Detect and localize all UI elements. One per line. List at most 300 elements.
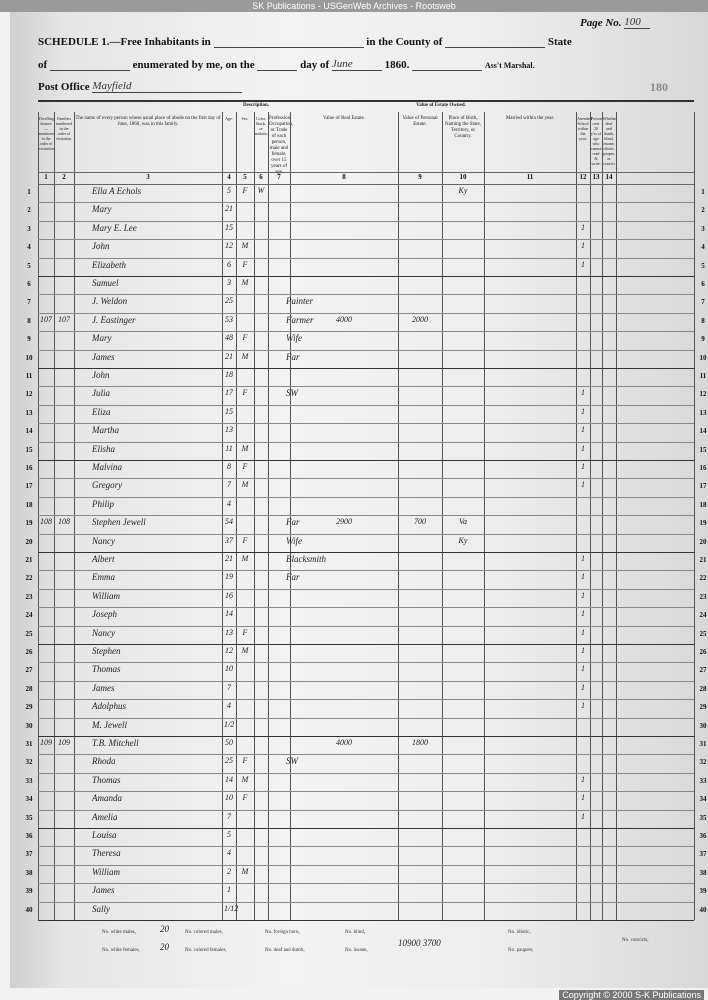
row-rule: [38, 423, 694, 424]
row-rule: [38, 810, 694, 811]
cell-name: Sally: [92, 903, 110, 914]
cell-age: 2: [227, 866, 231, 876]
cell-school: 1: [581, 259, 585, 269]
cell-age: 12: [225, 241, 233, 251]
column-header-10: Place of Birth, Naming the State, Territory, or Country.: [445, 116, 481, 139]
stamp-number: 180: [650, 80, 668, 94]
cell-sex: M: [241, 443, 249, 453]
row-number: 34: [699, 795, 707, 804]
row-number: 29: [699, 703, 707, 712]
cell-school: 1: [581, 646, 585, 655]
row-number: 30: [699, 721, 707, 730]
cell-age: 7: [227, 811, 231, 821]
column-number-4: 4: [227, 173, 231, 181]
column-number-1: 1: [44, 173, 48, 181]
cell-age: 4: [227, 498, 231, 508]
cell-name: Malvina: [92, 462, 122, 472]
row-number: 31: [25, 740, 33, 748]
cell-age: 15: [225, 406, 233, 416]
row-number: 20: [699, 537, 707, 546]
row-rule: [38, 221, 694, 222]
row-number: 16: [699, 464, 707, 472]
cell-sex: M: [241, 646, 249, 655]
row-number: 27: [25, 666, 33, 675]
marshal-blank: [412, 70, 482, 71]
row-rule: [38, 699, 694, 700]
row-rule: [38, 276, 694, 277]
row-number: 8: [27, 316, 31, 325]
column-number-14: 14: [605, 173, 613, 181]
row-number: 39: [25, 887, 33, 896]
cell-pe: 2000: [412, 314, 428, 324]
cell-age: 50: [225, 738, 233, 747]
cell-name: Philip: [92, 498, 114, 509]
cell-school: 1: [581, 572, 585, 582]
row-rule: [38, 846, 694, 847]
deaf-dumb-label: No. deaf and dumb,: [265, 948, 305, 953]
cell-age: 4: [227, 848, 231, 858]
column-header-8: Value of Real Estate.: [323, 116, 365, 121]
row-number: 22: [699, 574, 707, 583]
cell-color: W: [257, 186, 265, 195]
marshal-label: Ass't Marshal.: [484, 61, 535, 70]
row-rule: [38, 442, 694, 443]
cell-name: Theresa: [92, 848, 121, 859]
cell-name: Samuel: [92, 278, 119, 288]
row-rule: [38, 552, 694, 553]
row-rule: [38, 368, 694, 369]
cell-age: 7: [227, 480, 231, 490]
cell-age: 14: [225, 609, 233, 619]
cell-school: 1: [581, 241, 585, 251]
enumerated-label: enumerated by me, on the: [132, 59, 255, 71]
day-label: day of: [300, 59, 330, 71]
row-rule: [38, 534, 694, 535]
row-rule: [38, 460, 694, 461]
cell-name: James: [92, 682, 115, 693]
row-rule: [38, 331, 694, 332]
row-number: 26: [25, 648, 33, 656]
row-rule: [38, 294, 694, 295]
cell-name: Adolphus: [92, 701, 127, 712]
cell-school: 1: [581, 793, 585, 803]
cell-school: 1: [581, 664, 585, 674]
cell-name: Joseph: [92, 609, 117, 620]
cell-school: 1: [581, 388, 585, 398]
white-males-count: 20: [160, 924, 169, 934]
cell-name: Stephen Jewell: [92, 517, 146, 528]
cell-pe: 1800: [412, 738, 428, 747]
cell-age: 21: [225, 554, 233, 563]
year-label: 1860.: [384, 59, 410, 71]
row-number: 4: [27, 243, 31, 252]
column-rule: [694, 112, 695, 920]
cell-age: 15: [225, 222, 233, 232]
cell-name: J. Weldon: [92, 296, 128, 307]
cell-birth: Ky: [458, 535, 468, 545]
table-top-border: [38, 100, 694, 102]
cell-age: 13: [225, 627, 233, 637]
cell-fam: 107: [58, 314, 70, 324]
row-rule: [38, 313, 694, 314]
cell-name: Rhoda: [92, 756, 116, 767]
cell-re: 2900: [336, 517, 352, 527]
row-rule: [38, 570, 694, 571]
row-number: 1: [701, 188, 705, 196]
column-header-4: Age.: [225, 116, 233, 121]
row-number: 17: [25, 482, 33, 491]
cell-school: 1: [581, 682, 585, 692]
copyright-notice: Copyright © 2000 S-K Publications: [559, 990, 704, 1000]
row-number: 35: [25, 813, 33, 822]
cell-occ: Farmer: [286, 314, 314, 325]
day-blank: [257, 70, 297, 71]
row-rule: [38, 386, 694, 387]
column-number-7: 7: [277, 173, 281, 181]
cell-age: 1/12: [224, 903, 239, 913]
row-number: 19: [699, 519, 707, 528]
cell-age: 1: [227, 885, 231, 895]
cell-name: Louisa: [92, 830, 117, 840]
row-rule: [38, 258, 694, 259]
convicts-label: No. convicts,: [622, 938, 649, 943]
row-number: 6: [27, 280, 31, 288]
row-number: 36: [699, 832, 707, 840]
cell-sex: M: [241, 774, 249, 784]
cell-name: Nancy: [92, 627, 115, 638]
column-header-11: Married within the year.: [505, 116, 555, 121]
cell-sex: F: [242, 333, 248, 343]
cell-age: 17: [225, 388, 233, 398]
cell-age: 5: [227, 186, 231, 195]
cell-pe: 700: [414, 517, 426, 527]
census-sheet: [10, 12, 708, 988]
row-number: 32: [699, 758, 707, 767]
paupers-label: No. paupers,: [508, 948, 534, 953]
state-label: State: [547, 36, 572, 48]
colored-males-label: No. colored males,: [185, 930, 223, 935]
cell-age: 5: [227, 830, 231, 839]
cell-name: Amanda: [92, 793, 122, 804]
row-number: 2: [701, 206, 705, 215]
row-number: 40: [25, 905, 33, 914]
row-number: 1: [27, 188, 31, 196]
cell-re: 4000: [336, 314, 352, 324]
column-header-5: Sex.: [241, 116, 249, 121]
row-rule: [38, 644, 694, 645]
cell-re: 4000: [336, 738, 352, 747]
cell-age: 16: [225, 590, 233, 600]
cell-dw: 109: [40, 738, 52, 747]
row-number: 33: [699, 776, 707, 785]
column-number-5: 5: [243, 173, 247, 181]
cell-sex: F: [242, 756, 248, 766]
township-blank: [214, 47, 364, 48]
row-number: 13: [699, 408, 707, 417]
row-number: 25: [699, 629, 707, 638]
row-rule: [38, 681, 694, 682]
cell-sex: M: [241, 866, 249, 876]
cell-sex: F: [242, 462, 248, 471]
row-number: 39: [699, 887, 707, 896]
cell-sex: M: [241, 480, 249, 490]
row-number: 10: [699, 353, 707, 362]
row-number: 29: [25, 703, 33, 712]
cell-name: Ella A Echols: [92, 186, 142, 196]
cell-sex: F: [242, 535, 248, 545]
cell-school: 1: [581, 701, 585, 711]
cell-age: 25: [225, 756, 233, 766]
cell-age: 18: [225, 370, 233, 379]
row-number: 23: [25, 592, 33, 601]
cell-age: 13: [225, 425, 233, 435]
cell-name: Amelia: [92, 811, 118, 822]
column-header-14: Whether deaf and dumb, blind, insane, idiotic, pauper, or convict.: [603, 116, 617, 166]
row-number: 12: [25, 390, 33, 399]
row-number: 24: [699, 611, 707, 620]
row-number: 28: [25, 684, 33, 693]
row-number: 3: [701, 224, 705, 233]
column-header-9: Value of Personal Estate.: [402, 116, 438, 127]
row-number: 14: [25, 427, 33, 436]
cell-name: Martha: [92, 425, 119, 436]
row-number: 16: [25, 464, 33, 472]
cell-school: 1: [581, 554, 585, 563]
row-number: 25: [25, 629, 33, 638]
header-rule: [38, 172, 694, 173]
insane-label: No. insane,: [345, 948, 368, 953]
cell-age: 7: [227, 682, 231, 692]
column-header-7: Profession, Occupation, or Trade of each person, male and female, over 15 years of age.: [269, 116, 294, 175]
row-number: 4: [701, 243, 705, 252]
row-number: 37: [699, 850, 707, 859]
cell-name: Thomas: [92, 664, 121, 675]
row-number: 18: [25, 500, 33, 509]
cell-name: Nancy: [92, 535, 115, 546]
cell-age: 11: [225, 443, 233, 453]
row-number: 34: [25, 795, 33, 804]
row-rule: [38, 902, 694, 903]
cell-name: Elisha: [92, 443, 116, 454]
column-number-2: 2: [62, 173, 66, 181]
row-number: 15: [699, 445, 707, 454]
post-office-label: Post Office: [38, 81, 90, 93]
cell-name: Julia: [92, 388, 110, 399]
cell-school: 1: [581, 774, 585, 784]
foreign-born-label: No. foreign born,: [265, 930, 300, 935]
cell-name: Emma: [92, 572, 115, 583]
cell-sex: F: [242, 627, 248, 637]
cell-occ: Far: [286, 351, 300, 362]
column-header-3: The name of every person whose usual place of abode on the first day of June, 1860, was in this family.: [75, 116, 221, 127]
row-number: 30: [25, 721, 33, 730]
cell-dw: 107: [40, 314, 52, 324]
row-rule: [38, 773, 694, 774]
row-number: 20: [25, 537, 33, 546]
cell-age: 8: [227, 462, 231, 471]
column-header-6: Color, black, or mulatto.: [255, 116, 269, 136]
row-number: 15: [25, 445, 33, 454]
cell-age: 6: [227, 259, 231, 269]
row-number: 27: [699, 666, 707, 675]
row-number: 28: [699, 684, 707, 693]
cell-age: 48: [225, 333, 233, 343]
post-office-line: [38, 80, 242, 93]
column-number-10: 10: [459, 173, 467, 181]
cell-name: Stephen: [92, 646, 121, 656]
cell-school: 1: [581, 609, 585, 619]
cell-fam: 108: [58, 517, 70, 527]
row-number: 22: [25, 574, 33, 583]
row-number: 18: [699, 500, 707, 509]
cell-sex: M: [241, 351, 249, 361]
cell-name: J. Eastinger: [92, 314, 136, 325]
row-rule: [38, 607, 694, 608]
cell-sex: M: [241, 554, 249, 563]
cell-school: 1: [581, 425, 585, 435]
cell-name: Albert: [92, 554, 115, 564]
cell-occ: SW: [286, 388, 298, 399]
cell-school: 1: [581, 811, 585, 821]
row-number: 11: [25, 372, 33, 380]
estate-group-header: Value of Estate Owned.: [416, 103, 466, 108]
row-rule: [38, 736, 694, 737]
row-number: 19: [25, 519, 33, 528]
page-number: 100: [624, 16, 650, 29]
cell-age: 10: [225, 664, 233, 674]
row-number: 21: [699, 556, 707, 564]
cell-name: James: [92, 885, 115, 896]
page-label: Page No.: [580, 17, 622, 29]
row-rule: [38, 515, 694, 516]
cell-name: Thomas: [92, 774, 121, 785]
cell-name: M. Jewell: [92, 719, 127, 730]
column-number-8: 8: [342, 173, 346, 181]
column-number-3: 3: [146, 173, 150, 181]
cell-name: John: [92, 370, 110, 380]
row-number: 35: [699, 813, 707, 822]
source-banner: SK Publications - USGenWeb Archives - Rootsweb: [0, 0, 708, 12]
row-rule: [38, 754, 694, 755]
header-rule: [38, 184, 694, 185]
cell-name: Gregory: [92, 480, 123, 491]
row-number: 2: [27, 206, 31, 215]
schedule-title: [38, 36, 572, 48]
row-number: 5: [701, 261, 705, 270]
cell-name: T.B. Mitchell: [92, 738, 139, 748]
column-number-12: 12: [579, 173, 587, 181]
cell-name: Elizabeth: [92, 259, 126, 270]
idiotic-label: No. idiotic,: [508, 930, 531, 935]
column-number-6: 6: [259, 173, 263, 181]
row-number: 40: [699, 905, 707, 914]
row-number: 10: [25, 353, 33, 362]
cell-school: 1: [581, 222, 585, 232]
row-number: 36: [25, 832, 33, 840]
row-number: 17: [699, 482, 707, 491]
cell-school: 1: [581, 443, 585, 453]
row-rule: [38, 239, 694, 240]
row-number: 14: [699, 427, 707, 436]
column-header-2: Families numbered in the order of visitation.: [56, 116, 72, 141]
cell-sex: F: [242, 186, 248, 195]
cell-sex: F: [242, 388, 248, 398]
row-rule: [38, 718, 694, 719]
cell-age: 3: [227, 278, 231, 287]
cell-age: 21: [225, 204, 233, 214]
row-rule: [38, 791, 694, 792]
row-number: 11: [699, 372, 707, 380]
row-rule: [38, 920, 694, 921]
cell-sex: F: [242, 259, 248, 269]
cell-age: 12: [225, 646, 233, 655]
cell-sex: M: [241, 241, 249, 251]
cell-occ: Blacksmith: [286, 554, 326, 564]
row-number: 13: [25, 408, 33, 417]
cell-school: 1: [581, 480, 585, 490]
row-number: 37: [25, 850, 33, 859]
cell-name: William: [92, 866, 121, 877]
column-number-9: 9: [418, 173, 422, 181]
cell-name: James: [92, 351, 115, 362]
enumeration-line: [38, 58, 535, 71]
blind-label: No. blind,: [345, 930, 366, 935]
row-rule: [38, 828, 694, 829]
row-rule: [38, 662, 694, 663]
description-group-header: Description.: [243, 103, 269, 108]
month-value: June: [332, 58, 382, 71]
row-number: 8: [701, 316, 705, 325]
row-number: 21: [25, 556, 33, 564]
cell-age: 1/2: [224, 719, 235, 729]
cell-name: Mary: [92, 204, 112, 215]
cell-occ: Far: [286, 572, 300, 583]
cell-occ: SW: [286, 756, 298, 767]
column-header-13: Persons over 20 y'rs of age who cannot read & write.: [591, 116, 604, 166]
cell-school: 1: [581, 462, 585, 471]
row-number: 32: [25, 758, 33, 767]
row-rule: [38, 626, 694, 627]
cell-school: 1: [581, 406, 585, 416]
of-label: of: [38, 59, 48, 71]
row-number: 7: [701, 298, 705, 307]
cell-dw: 108: [40, 517, 52, 527]
white-females-count: 20: [160, 942, 169, 952]
column-number-13: 13: [592, 173, 600, 181]
row-rule: [38, 883, 694, 884]
row-rule: [38, 478, 694, 479]
row-number: 23: [699, 592, 707, 601]
column-header-12: Attended School within the year.: [577, 116, 592, 141]
cell-age: 53: [225, 314, 233, 324]
cell-age: 10: [225, 793, 233, 803]
row-number: 6: [701, 280, 705, 288]
cell-age: 4: [227, 701, 231, 711]
cell-school: 1: [581, 627, 585, 637]
cell-age: 25: [225, 296, 233, 306]
row-rule: [38, 405, 694, 406]
row-number: 3: [27, 224, 31, 233]
cell-occ: Painter: [286, 296, 313, 307]
cell-age: 19: [225, 572, 233, 582]
cell-name: Eliza: [92, 406, 111, 417]
cell-fam: 109: [58, 738, 70, 747]
row-rule: [38, 350, 694, 351]
cell-name: Mary: [92, 333, 112, 344]
state-blank: [50, 70, 130, 71]
column-header-1: Dwelling-houses—numbered in the order of visitation.: [39, 116, 56, 151]
cell-age: 54: [225, 517, 233, 527]
